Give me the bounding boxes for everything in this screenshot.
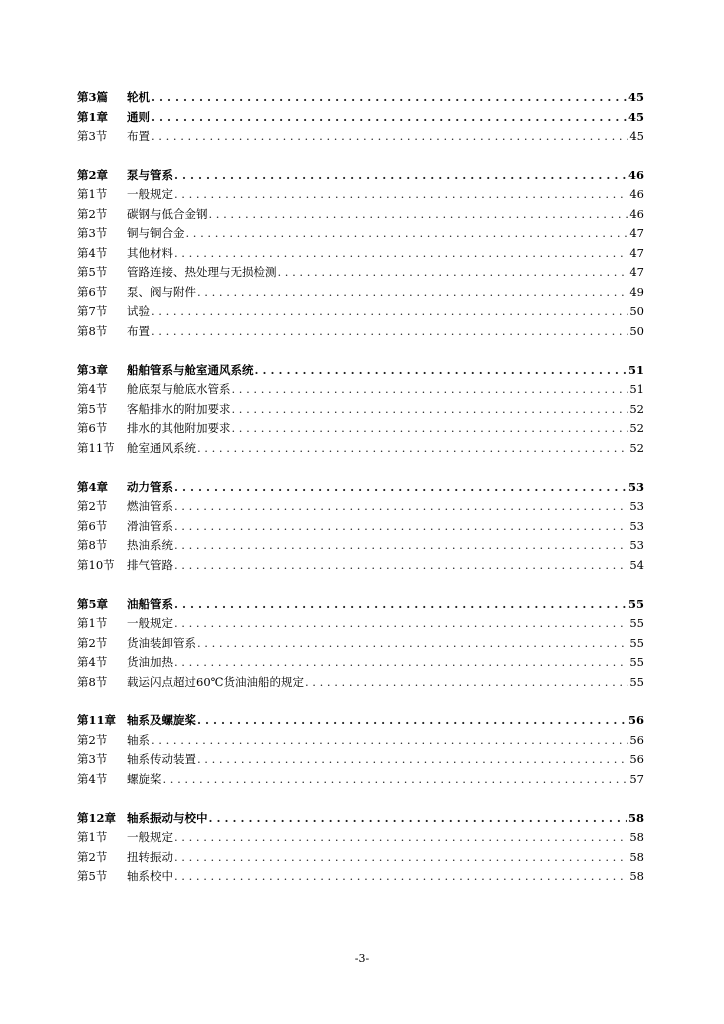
entry-number: 第1节 — [77, 830, 108, 845]
toc-chapter-entry[interactable] — [77, 595, 644, 615]
entry-number: 第2节 — [77, 206, 108, 221]
entry-number: 第11章 — [77, 713, 117, 728]
entry-number: 第5章 — [77, 596, 109, 611]
entry-number: 第5节 — [77, 401, 108, 416]
entry-page-number: 52 — [629, 440, 644, 455]
dot-leader — [197, 711, 627, 731]
table-of-contents — [77, 88, 644, 906]
entry-title: 排水的其他附加要求 — [127, 421, 231, 436]
toc-section-entry[interactable] — [77, 770, 644, 790]
toc-section-entry[interactable] — [77, 283, 644, 303]
entry-title: 油船管系 — [127, 596, 173, 611]
entry-number: 第1节 — [77, 616, 108, 631]
toc-group — [77, 595, 644, 693]
entry-title: 货油加热 — [127, 655, 173, 670]
dot-leader — [151, 302, 628, 322]
entry-page-number: 57 — [629, 771, 644, 786]
entry-title: 一般规定 — [127, 616, 173, 631]
entry-number: 第12章 — [77, 810, 117, 825]
entry-page-number: 55 — [629, 674, 644, 689]
toc-section-entry[interactable] — [77, 185, 644, 205]
entry-number: 第2节 — [77, 499, 108, 514]
entry-number: 第4节 — [77, 655, 108, 670]
dot-leader — [174, 244, 628, 264]
toc-chapter-entry[interactable] — [77, 108, 644, 128]
dot-leader — [174, 614, 628, 634]
entry-number: 第5节 — [77, 869, 108, 884]
dot-leader — [174, 517, 628, 537]
entry-title: 轴系校中 — [127, 869, 173, 884]
entry-page-number: 53 — [629, 538, 644, 553]
entry-title: 轴系 — [127, 732, 150, 747]
dot-leader — [174, 478, 627, 498]
entry-title: 布置 — [127, 323, 150, 338]
dot-leader — [174, 497, 628, 517]
entry-title: 通则 — [127, 109, 150, 124]
toc-section-entry[interactable] — [77, 653, 644, 673]
entry-page-number: 47 — [629, 265, 644, 280]
toc-section-entry[interactable] — [77, 828, 644, 848]
toc-section-entry[interactable] — [77, 224, 644, 244]
dot-leader — [174, 166, 627, 186]
entry-page-number: 53 — [629, 518, 644, 533]
entry-page-number: 55 — [627, 596, 644, 611]
entry-number: 第10节 — [77, 557, 115, 572]
entry-title: 排气管路 — [127, 557, 173, 572]
page-number: -3- — [354, 952, 370, 965]
dot-leader — [209, 205, 629, 225]
entry-title: 滑油管系 — [127, 518, 173, 533]
toc-chapter-entry[interactable] — [77, 809, 644, 829]
entry-page-number: 55 — [629, 616, 644, 631]
entry-page-number: 47 — [629, 226, 644, 241]
dot-leader — [151, 322, 628, 342]
entry-page-number: 58 — [629, 869, 644, 884]
toc-section-entry[interactable] — [77, 673, 644, 693]
entry-page-number: 56 — [627, 713, 644, 728]
entry-page-number: 53 — [629, 499, 644, 514]
entry-page-number: 52 — [629, 401, 644, 416]
entry-number: 第4节 — [77, 771, 108, 786]
toc-section-entry[interactable] — [77, 380, 644, 400]
entry-number: 第3节 — [77, 226, 108, 241]
entry-title: 泵、阀与附件 — [127, 284, 196, 299]
entry-page-number: 46 — [627, 167, 644, 182]
entry-title: 船舶管系与舱室通风系统 — [127, 362, 254, 377]
toc-section-entry[interactable] — [77, 127, 644, 147]
entry-number: 第4节 — [77, 382, 108, 397]
dot-leader — [174, 185, 628, 205]
entry-page-number: 56 — [629, 732, 644, 747]
entry-title: 铜与铜合金 — [127, 226, 185, 241]
entry-title: 舱底泵与舱底水管系 — [127, 382, 231, 397]
dot-leader — [174, 828, 628, 848]
dot-leader — [278, 263, 629, 283]
entry-number: 第5节 — [77, 265, 108, 280]
entry-number: 第2章 — [77, 167, 109, 182]
toc-section-entry[interactable] — [77, 322, 644, 342]
toc-section-entry[interactable] — [77, 731, 644, 751]
entry-title: 轴系及螺旋桨 — [127, 713, 196, 728]
dot-leader — [305, 673, 628, 693]
dot-leader — [174, 867, 628, 887]
toc-chapter-entry[interactable] — [77, 711, 644, 731]
toc-chapter-entry[interactable] — [77, 166, 644, 186]
entry-number: 第8节 — [77, 323, 108, 338]
entry-title: 轮机 — [127, 90, 150, 104]
toc-section-entry[interactable] — [77, 439, 644, 459]
dot-leader — [232, 380, 629, 400]
entry-page-number: 56 — [629, 752, 644, 767]
entry-title: 泵与管系 — [127, 167, 173, 182]
toc-section-entry[interactable] — [77, 400, 644, 420]
entry-number: 第2节 — [77, 732, 108, 747]
toc-section-entry[interactable] — [77, 634, 644, 654]
entry-number: 第3篇 — [77, 90, 109, 104]
dot-leader — [151, 731, 628, 751]
entry-page-number: 58 — [629, 830, 644, 845]
entry-page-number: 58 — [627, 810, 644, 825]
dot-leader — [197, 634, 628, 654]
entry-number: 第3节 — [77, 752, 108, 767]
dot-leader — [163, 770, 629, 790]
entry-title: 扭转振动 — [127, 849, 173, 864]
entry-page-number: 46 — [629, 187, 644, 202]
entry-page-number: 51 — [629, 382, 644, 397]
toc-chapter-entry[interactable] — [77, 88, 644, 108]
toc-group — [77, 166, 644, 342]
entry-page-number: 55 — [629, 635, 644, 650]
toc-chapter-entry[interactable] — [77, 361, 644, 381]
entry-page-number: 45 — [627, 109, 644, 124]
toc-group — [77, 361, 644, 459]
entry-title: 动力管系 — [127, 479, 173, 494]
toc-section-entry[interactable] — [77, 302, 644, 322]
entry-number: 第2节 — [77, 849, 108, 864]
entry-page-number: 45 — [627, 90, 644, 104]
entry-number: 第1章 — [77, 109, 109, 124]
entry-title: 货油装卸管系 — [127, 635, 196, 650]
dot-leader — [174, 848, 628, 868]
entry-title: 轴系振动与校中 — [127, 810, 208, 825]
entry-title: 一般规定 — [127, 187, 173, 202]
entry-title: 布置 — [127, 129, 150, 143]
toc-section-entry[interactable] — [77, 867, 644, 887]
toc-section-entry[interactable] — [77, 614, 644, 634]
dot-leader — [174, 595, 627, 615]
toc-section-entry[interactable] — [77, 263, 644, 283]
dot-leader — [151, 88, 627, 108]
toc-section-entry[interactable] — [77, 244, 644, 264]
dot-leader — [197, 750, 628, 770]
toc-section-entry[interactable] — [77, 556, 644, 576]
entry-title: 燃油管系 — [127, 499, 173, 514]
entry-title: 试验 — [127, 304, 150, 319]
entry-page-number: 53 — [627, 479, 644, 494]
entry-page-number: 47 — [629, 245, 644, 260]
toc-section-entry[interactable] — [77, 517, 644, 537]
entry-number: 第7节 — [77, 304, 108, 319]
toc-section-entry[interactable] — [77, 536, 644, 556]
dot-leader — [174, 653, 628, 673]
toc-group — [77, 478, 644, 576]
entry-number: 第8节 — [77, 674, 108, 689]
entry-number: 第4章 — [77, 479, 109, 494]
entry-page-number: 49 — [629, 284, 644, 299]
toc-section-entry[interactable] — [77, 497, 644, 517]
entry-page-number: 58 — [629, 849, 644, 864]
dot-leader — [232, 419, 629, 439]
toc-group — [77, 809, 644, 887]
toc-section-entry[interactable] — [77, 750, 644, 770]
entry-page-number: 52 — [629, 421, 644, 436]
entry-number: 第4节 — [77, 245, 108, 260]
entry-title: 轴系传动装置 — [127, 752, 196, 767]
entry-title: 碳钢与低合金钢 — [127, 206, 208, 221]
dot-leader — [174, 556, 628, 576]
toc-section-entry[interactable] — [77, 848, 644, 868]
dot-leader — [209, 809, 627, 829]
toc-section-entry[interactable] — [77, 419, 644, 439]
dot-leader — [174, 536, 628, 556]
toc-group — [77, 88, 644, 147]
dot-leader — [197, 283, 628, 303]
dot-leader — [197, 439, 628, 459]
entry-title: 客船排水的附加要求 — [127, 401, 231, 416]
entry-page-number: 51 — [627, 362, 644, 377]
entry-title: 载运闪点超过60℃货油油船的规定 — [127, 674, 304, 689]
entry-title: 管路连接、热处理与无损检测 — [127, 265, 277, 280]
entry-title: 其他材料 — [127, 245, 173, 260]
dot-leader — [151, 108, 627, 128]
entry-number: 第11节 — [77, 440, 115, 455]
entry-number: 第8节 — [77, 538, 108, 553]
entry-page-number: 55 — [629, 655, 644, 670]
entry-page-number: 50 — [629, 304, 644, 319]
entry-page-number: 54 — [629, 557, 644, 572]
entry-page-number: 50 — [629, 323, 644, 338]
dot-leader — [232, 400, 629, 420]
dot-leader — [186, 224, 629, 244]
entry-title: 热油系统 — [127, 538, 173, 553]
toc-group — [77, 711, 644, 789]
entry-title: 舱室通风系统 — [127, 440, 196, 455]
toc-section-entry[interactable] — [77, 205, 644, 225]
entry-number: 第3节 — [77, 129, 108, 143]
entry-number: 第6节 — [77, 284, 108, 299]
dot-leader — [255, 361, 627, 381]
entry-number: 第3章 — [77, 362, 109, 377]
entry-number: 第6节 — [77, 518, 108, 533]
entry-title: 一般规定 — [127, 830, 173, 845]
entry-page-number: 46 — [629, 206, 644, 221]
entry-title: 螺旋桨 — [127, 771, 162, 786]
entry-number: 第1节 — [77, 187, 108, 202]
toc-chapter-entry[interactable] — [77, 478, 644, 498]
dot-leader — [151, 127, 628, 147]
entry-page-number: 45 — [629, 129, 644, 143]
entry-number: 第6节 — [77, 421, 108, 436]
entry-number: 第2节 — [77, 635, 108, 650]
